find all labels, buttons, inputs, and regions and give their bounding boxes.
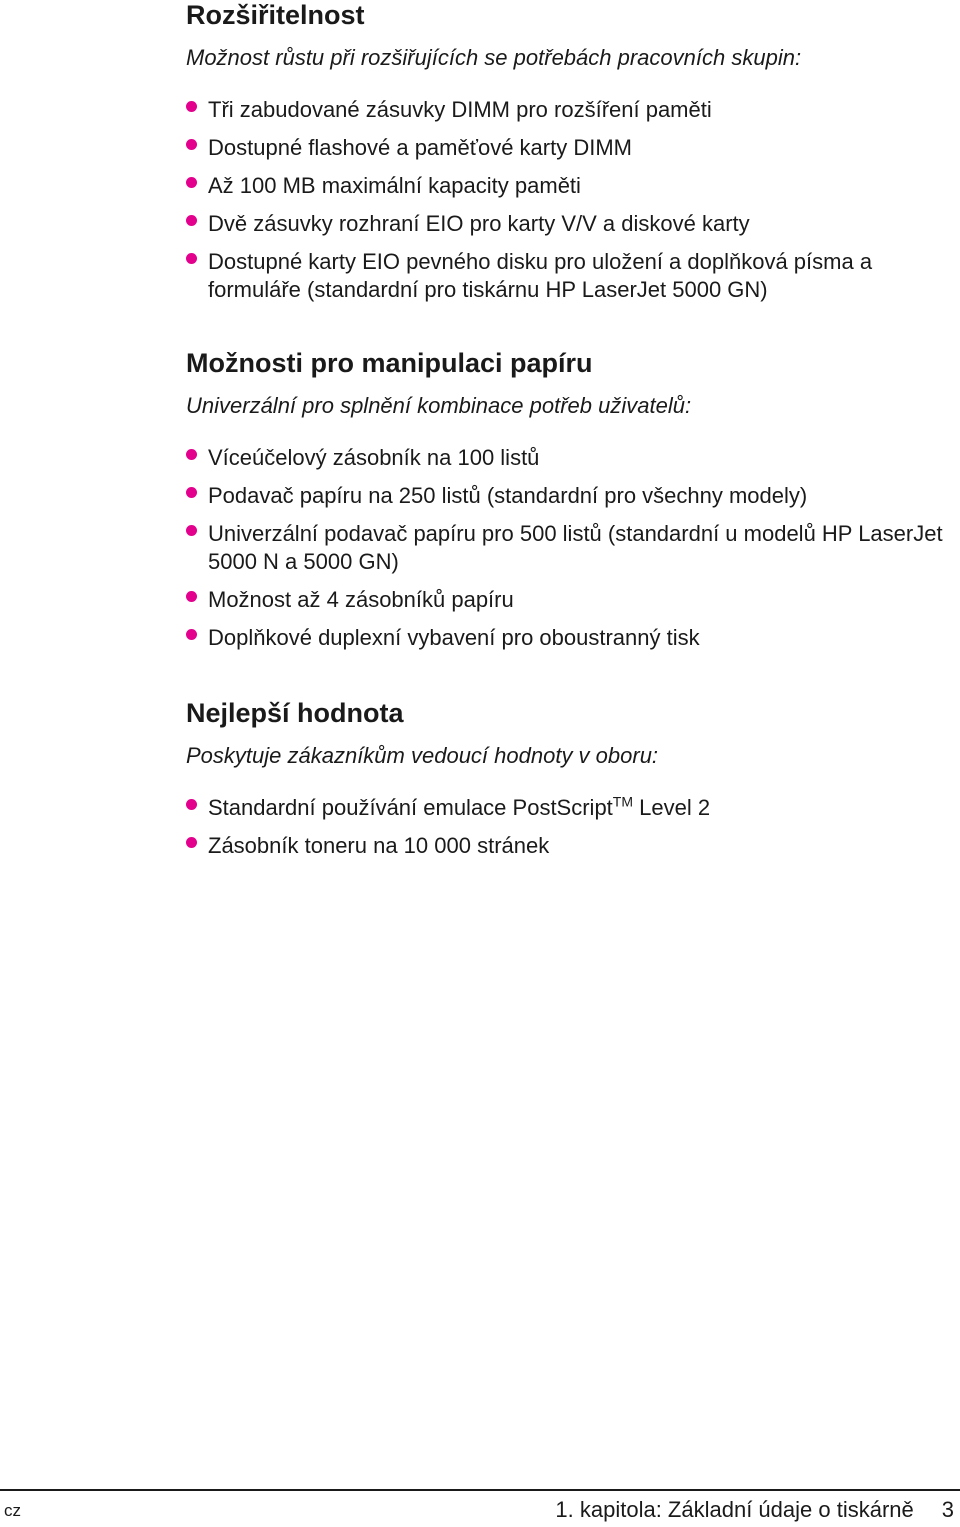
list-item [186, 794, 946, 822]
footer-chapter-title: 1. kapitola: Základní údaje o tiskárně [555, 1497, 914, 1522]
list-item [186, 482, 946, 510]
bullet-icon [186, 525, 197, 536]
bullet-icon [186, 629, 197, 640]
list-item-text: Tři zabudované zásuvky DIMM pro rozšíření paměti [208, 97, 712, 122]
bullet-list [186, 794, 946, 860]
section-subtitle: Poskytuje zákazníkům vedoucí hodnoty v oboru: [186, 743, 659, 768]
section-subtitle: Možnost růstu při rozšiřujících se potřebách pracovních skupin: [186, 45, 802, 70]
bullet-icon [186, 487, 197, 498]
list-item [186, 172, 946, 200]
list-item-text: Víceúčelový zásobník na 100 listů [208, 445, 540, 470]
list-item-text: Podavač papíru na 250 listů (standardní pro všechny modely) [208, 483, 808, 508]
trademark-superscript: TM [612, 793, 634, 810]
list-item-text-suffix: Level 2 [633, 795, 711, 820]
list-item [186, 586, 946, 614]
list-item [186, 96, 946, 124]
section-manipulace-papiru [186, 348, 946, 662]
footer-chapter-info [555, 1496, 954, 1524]
bullet-icon [186, 101, 197, 112]
list-item [186, 624, 946, 652]
list-item-text: Standardní používání emulace PostScript [208, 795, 613, 820]
bullet-icon [186, 837, 197, 848]
list-item [186, 444, 946, 472]
list-item [186, 832, 946, 860]
list-item-text: Doplňkové duplexní vybavení pro oboustranný tisk [208, 625, 700, 650]
list-item-text: Zásobník toneru na 10 000 stránek [208, 833, 550, 858]
bullet-icon [186, 449, 197, 460]
section-title: Možnosti pro manipulaci papíru [186, 348, 593, 378]
list-item-text: Až 100 MB maximální kapacity paměti [208, 173, 581, 198]
list-item-text: Dvě zásuvky rozhraní EIO pro karty V/V a diskové karty [208, 211, 750, 236]
bullet-icon [186, 799, 197, 810]
footer-language: cz [4, 1501, 21, 1520]
footer-divider [0, 1489, 960, 1491]
bullet-icon [186, 177, 197, 188]
bullet-icon [186, 253, 197, 264]
list-item [186, 520, 946, 576]
bullet-list [186, 96, 946, 304]
list-item [186, 134, 946, 162]
section-subtitle: Univerzální pro splnění kombinace potřeb uživatelů: [186, 393, 692, 418]
bullet-icon [186, 139, 197, 150]
section-nejlepsi-hodnota [186, 698, 946, 870]
list-item-text: Dostupné flashové a paměťové karty DIMM [208, 135, 632, 160]
section-title: Rozšiřitelnost [186, 0, 365, 30]
list-item [186, 248, 946, 304]
list-item-text: Dostupné karty EIO pevného disku pro uložení a doplňková písma a formuláře (standardní pro tiskárnu HP LaserJet 5000 GN) [208, 249, 873, 302]
list-item [186, 210, 946, 238]
section-title: Nejlepší hodnota [186, 698, 404, 728]
bullet-list [186, 444, 946, 652]
list-item-text: Univerzální podavač papíru pro 500 listů (standardní u modelů HP LaserJet 5000 N a 5000 GN) [208, 521, 943, 574]
page-number: 3 [941, 1497, 954, 1522]
bullet-icon [186, 591, 197, 602]
bullet-icon [186, 215, 197, 226]
list-item-text: Možnost až 4 zásobníků papíru [208, 587, 514, 612]
section-rozsiritelnost [186, 0, 946, 314]
